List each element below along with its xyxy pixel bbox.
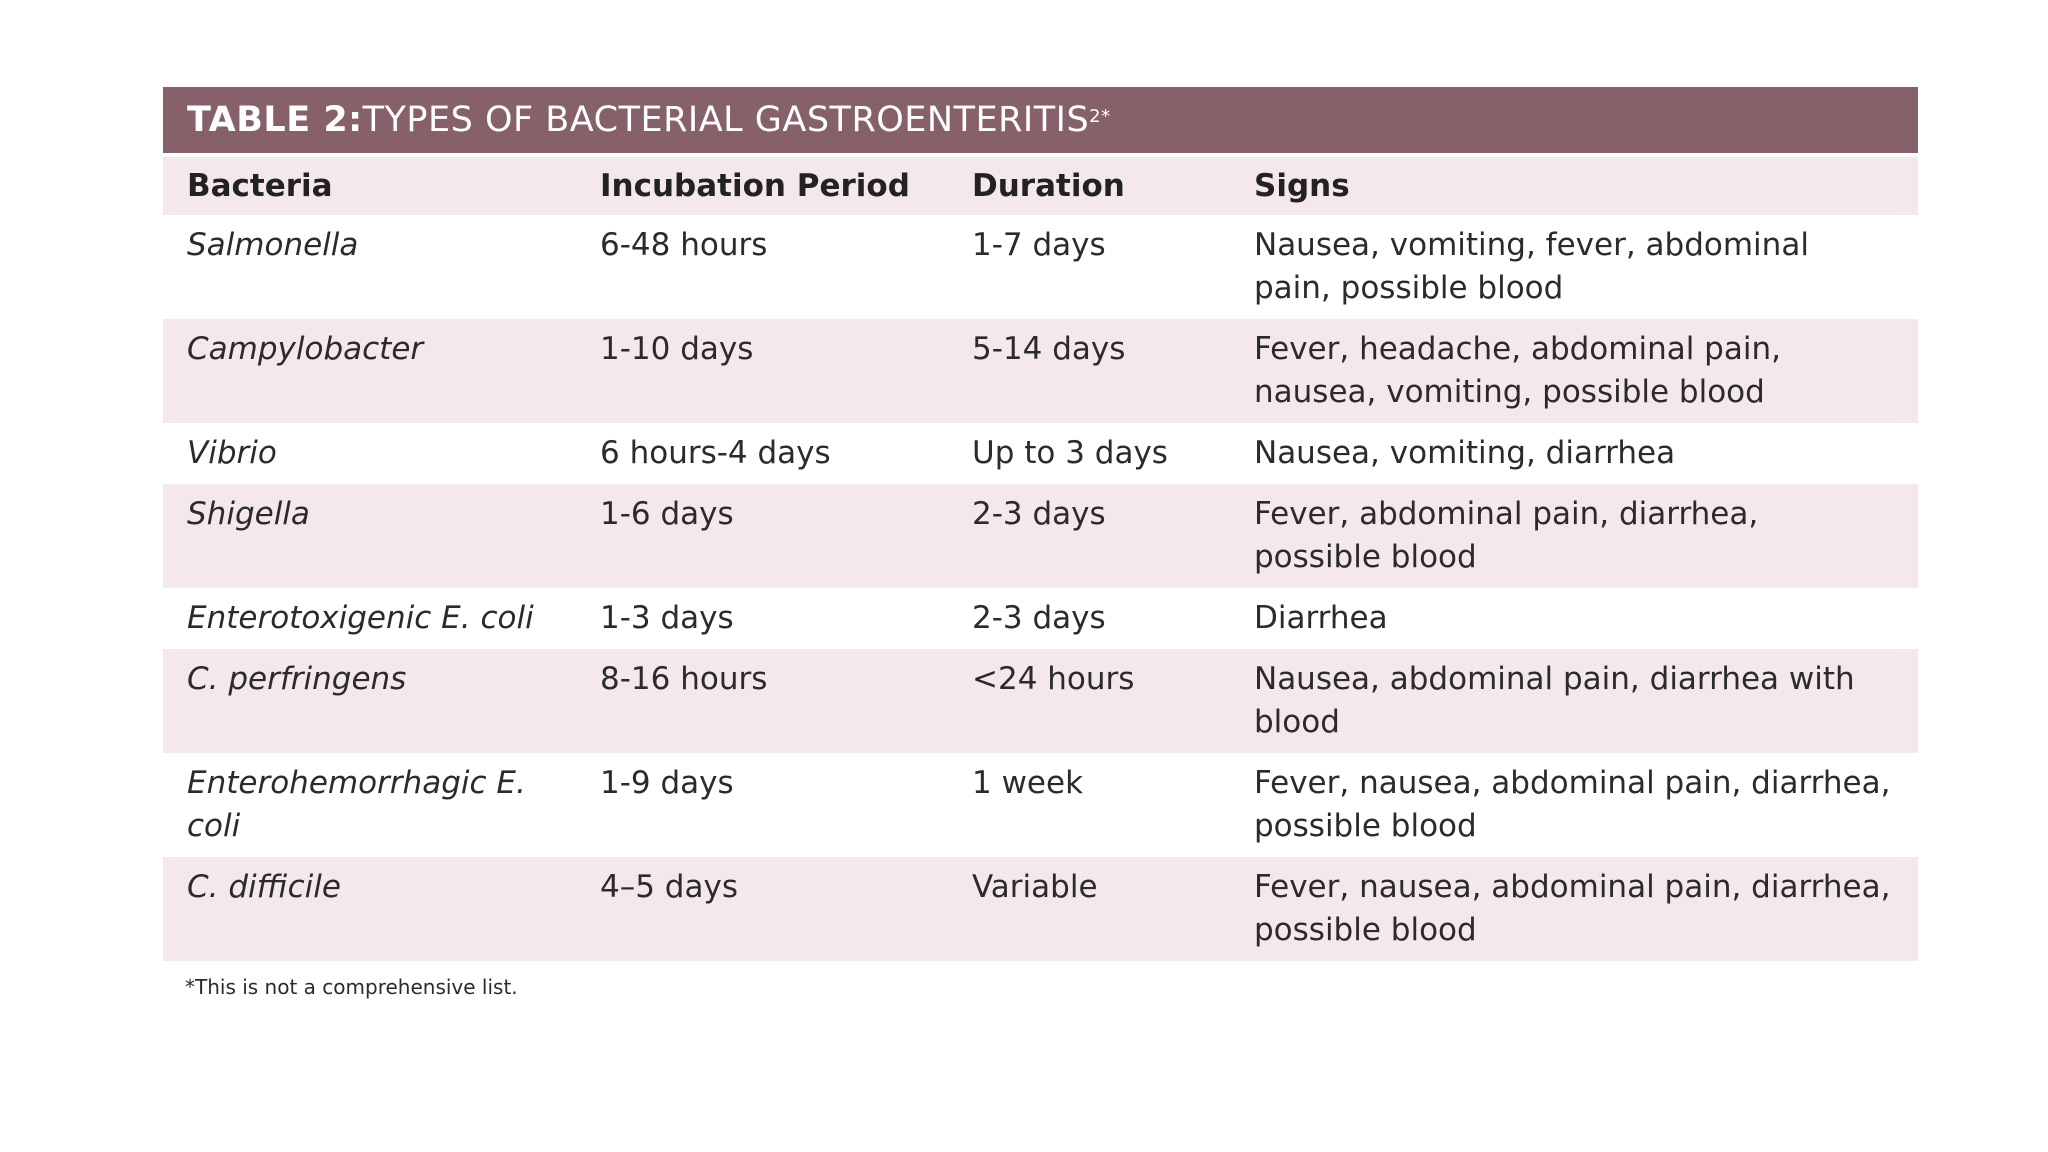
table-row [163,215,1918,319]
table-row [163,857,1918,961]
cell-bacteria: C. difficile [187,869,341,905]
cell-bacteria: Campylobacter [187,331,424,367]
cell-bacteria: Enterotoxigenic E. coli [187,600,534,636]
cell-duration: 1-7 days [972,227,1106,263]
cell-signs: Nausea, vomiting, diarrhea [1254,435,1676,471]
header-incubation-period: Incubation Period [600,168,910,204]
cell-incubation: 6-48 hours [600,227,768,263]
header-signs: Signs [1254,168,1350,204]
table-row [163,423,1918,484]
data-table [163,157,1918,961]
table-row [163,484,1918,588]
cell-signs: Fever, abdominal pain, diarrhea, possible blood [1254,496,1759,575]
cell-duration: 2-3 days [972,600,1106,636]
cell-signs: Nausea, vomiting, fever, abdominal pain, possible blood [1254,227,1809,306]
table-footnote: *This is not a comprehensive list. [185,975,518,999]
cell-incubation: 4–5 days [600,869,738,905]
cell-signs: Fever, nausea, abdominal pain, diarrhea, possible blood [1254,869,1891,948]
table-row [163,588,1918,649]
header-row [163,157,1918,215]
header-duration: Duration [972,168,1125,204]
table-title [163,87,1918,153]
cell-incubation: 1-10 days [600,331,754,367]
cell-duration: 5-14 days [972,331,1126,367]
cell-duration: <24 hours [972,661,1135,697]
bacterial-gastroenteritis-table [163,87,1918,999]
cell-signs: Nausea, abdominal pain, diarrhea with blood [1254,661,1855,740]
cell-incubation: 1-6 days [600,496,734,532]
cell-incubation: 6 hours-4 days [600,435,831,471]
cell-signs: Fever, headache, abdominal pain, nausea, vomiting, possible blood [1254,331,1781,410]
cell-bacteria: Vibrio [187,435,277,471]
cell-incubation: 1-3 days [600,600,734,636]
table-title-superscript: 2* [1089,105,1111,127]
cell-signs: Diarrhea [1254,600,1388,636]
header-bacteria: Bacteria [187,168,333,204]
cell-bacteria: Shigella [187,496,310,532]
cell-duration: Variable [972,869,1098,905]
cell-duration: Up to 3 days [972,435,1168,471]
cell-incubation: 8-16 hours [600,661,768,697]
cell-signs: Fever, nausea, abdominal pain, diarrhea, possible blood [1254,765,1891,844]
cell-bacteria: C. perfringens [187,661,407,697]
table-row [163,649,1918,753]
table-title-text: TYPES OF BACTERIAL GASTROENTERITIS [362,100,1090,140]
cell-incubation: 1-9 days [600,765,734,801]
cell-duration: 1 week [972,765,1084,801]
cell-bacteria: Salmonella [187,227,359,263]
table-row [163,319,1918,423]
cell-duration: 2-3 days [972,496,1106,532]
cell-bacteria: Enterohemorrhagic E. coli [187,765,526,844]
table-title-number: TABLE 2: [187,100,363,140]
table-row [163,753,1918,857]
